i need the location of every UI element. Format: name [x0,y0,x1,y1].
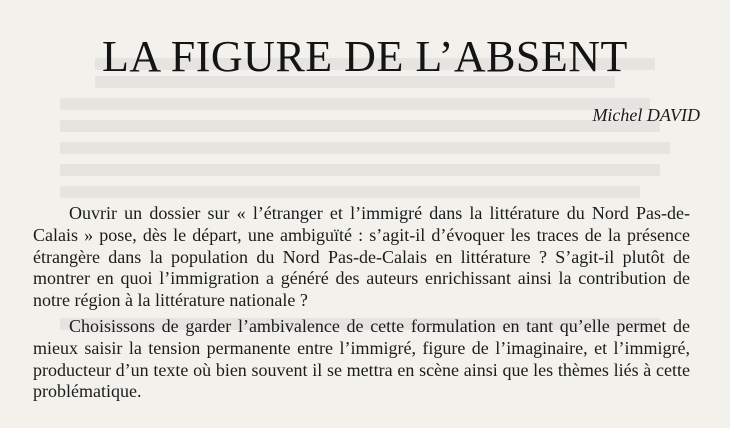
paragraph-2: Choisissons de garder l’ambivalence de cette formulation en tant qu’elle permet de mieux saisir la tension permanente entre l’immigré, figure de l’imaginaire, et l’immigré, producteur d’un texte où bien souvent il se mettra en scène ainsi que les thèmes liés à cette problématique. [33,315,690,402]
paragraph-1: Ouvrir un dossier sur « l’étranger et l’immigré dans la littérature du Nord Pas-de-Calais » pose, dès le départ, une ambiguïté : s’agit-il d’évoquer les traces de la présence étrangère dans la population du Nord Pas-de-Calais en littérature ? S’agit-il plutôt de montrer en quoi l’immigration a généré des auteurs enrichissant ainsi la contribution de notre région à la littérature nationale ? [33,203,690,311]
author-name: Michel DAVID [592,105,700,125]
page-title: LA FIGURE DE L’ABSENT [102,32,628,82]
article-body [33,203,690,403]
